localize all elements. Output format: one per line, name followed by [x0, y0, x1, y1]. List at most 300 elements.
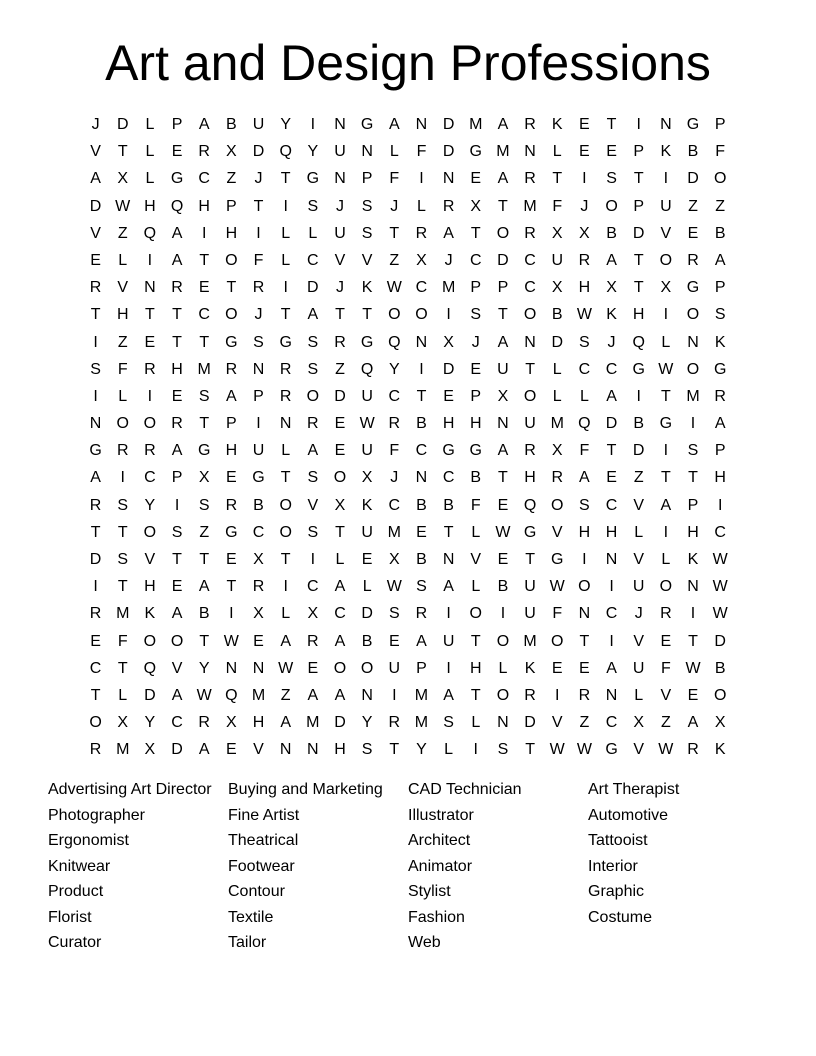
grid-letter: K [714, 333, 726, 351]
grid-letter: A [714, 415, 726, 433]
grid-letter: A [280, 632, 291, 650]
grid-row [82, 546, 734, 573]
grid-letter: L [634, 523, 644, 541]
grid-letter: S [606, 170, 617, 188]
grid-letter: E [470, 170, 482, 188]
grid-letter: I [609, 578, 614, 596]
grid-letter: U [442, 632, 455, 650]
grid-letter: C [198, 306, 210, 324]
grid-letter: Q [360, 360, 374, 378]
word-column [408, 777, 588, 956]
grid-letter: O [306, 387, 320, 405]
grid-letter: F [117, 360, 128, 378]
grid-letter: Z [579, 714, 590, 732]
grid-letter: O [116, 415, 129, 433]
grid-letter: M [387, 523, 401, 541]
grid-letter: V [551, 523, 563, 541]
grid-letter: F [470, 496, 481, 514]
grid-letter: B [443, 496, 454, 514]
grid-letter: H [442, 415, 455, 433]
grid-letter: F [660, 659, 671, 677]
grid-letter: X [633, 714, 645, 732]
grid-letter: X [497, 387, 509, 405]
grid-letter: S [307, 469, 319, 487]
grid-letter: J [607, 333, 616, 351]
word-column [588, 777, 768, 956]
grid-letter: L [308, 224, 318, 242]
grid-letter: V [90, 224, 101, 242]
grid-letter: T [117, 659, 128, 677]
grid-letter: X [198, 469, 210, 487]
grid-letter: W [359, 415, 375, 433]
grid-letter: T [199, 551, 210, 568]
grid-letter: W [549, 741, 565, 759]
grid-row [82, 383, 734, 410]
grid-letter: H [714, 469, 726, 487]
word-item: Illustrator [408, 806, 474, 824]
grid-letter: L [579, 387, 589, 405]
grid-letter: A [171, 224, 183, 242]
grid-letter: E [660, 632, 672, 650]
grid-letter: X [388, 551, 400, 568]
grid-letter: S [470, 306, 482, 324]
grid-letter: A [307, 442, 319, 460]
grid-letter: R [225, 360, 238, 378]
grid-letter: M [441, 279, 456, 297]
grid-letter: A [497, 170, 509, 188]
grid-letter: V [117, 279, 129, 297]
grid-letter: F [579, 442, 590, 460]
word-list [48, 777, 768, 956]
grid-letter: S [579, 496, 590, 514]
grid-letter: M [116, 741, 130, 759]
grid-letter: A [307, 306, 319, 324]
grid-letter: W [712, 551, 728, 568]
grid-letter: U [361, 442, 373, 460]
grid-letter: G [659, 415, 673, 433]
grid-letter: M [469, 116, 483, 133]
grid-letter: T [688, 632, 698, 650]
grid-letter: I [283, 578, 288, 596]
grid-letter: O [89, 714, 102, 732]
grid-letter: E [443, 387, 454, 405]
grid-letter: K [524, 659, 536, 677]
grid-letter: L [118, 387, 128, 405]
grid-letter: I [147, 387, 153, 405]
grid-letter: F [552, 605, 563, 623]
grid-letter: C [388, 496, 401, 514]
grid-letter: E [171, 143, 183, 161]
grid-letter: I [555, 686, 560, 704]
grid-letter: A [334, 686, 346, 704]
grid-letter: D [714, 632, 726, 650]
grid-letter: O [143, 523, 157, 541]
grid-letter: I [663, 442, 669, 460]
grid-letter: E [334, 442, 346, 460]
grid-letter: T [606, 116, 617, 133]
grid-letter: H [116, 306, 129, 324]
grid-letter: A [198, 116, 210, 133]
grid-letter: K [361, 496, 373, 514]
grid-letter: T [498, 469, 508, 487]
grid-letter: V [660, 686, 672, 704]
grid-letter: O [713, 686, 727, 704]
grid-letter: G [469, 143, 482, 161]
grid-letter: T [389, 741, 400, 759]
grid-letter: N [334, 116, 346, 133]
grid-letter: B [253, 496, 264, 514]
grid-letter: Q [632, 333, 645, 351]
grid-letter: T [199, 632, 210, 650]
grid-letter: X [117, 714, 129, 732]
grid-row [82, 301, 734, 328]
grid-letter: R [578, 251, 591, 269]
word-item: Fashion [408, 908, 465, 926]
grid-letter: F [715, 143, 726, 161]
grid-letter: X [470, 197, 482, 215]
grid-letter: R [415, 224, 428, 242]
grid-letter: P [171, 469, 183, 487]
grid-letter: B [687, 143, 699, 161]
grid-letter: X [226, 143, 237, 161]
grid-letter: B [633, 415, 645, 433]
grid-letter: T [199, 415, 210, 433]
grid-letter: V [470, 551, 482, 568]
grid-letter: T [579, 632, 590, 650]
grid-letter: D [632, 442, 645, 460]
grid-letter: U [524, 605, 536, 623]
grid-letter: E [470, 360, 482, 378]
grid-letter: I [419, 170, 424, 188]
grid-letter: K [144, 605, 156, 623]
grid-letter: R [660, 605, 672, 623]
grid-row [82, 655, 734, 682]
grid-letter: L [444, 741, 454, 759]
grid-letter: T [117, 143, 128, 161]
grid-letter: A [606, 659, 617, 677]
grid-letter: Q [388, 333, 401, 351]
grid-letter: L [471, 578, 481, 596]
grid-letter: I [93, 578, 98, 596]
grid-letter: G [686, 116, 700, 133]
word-item: Animator [408, 857, 473, 875]
grid-letter: O [659, 251, 673, 269]
grid-letter: I [256, 224, 261, 242]
grid-letter: A [334, 632, 346, 650]
grid-letter: N [252, 659, 265, 677]
grid-letter: B [198, 605, 210, 623]
grid-letter: A [171, 605, 183, 623]
grid-letter: T [660, 469, 671, 487]
grid-letter: R [524, 442, 536, 460]
grid-letter: P [714, 442, 726, 460]
grid-letter: A [90, 469, 101, 487]
grid-letter: G [686, 279, 700, 297]
grid-letter: T [498, 197, 508, 215]
grid-letter: L [335, 551, 345, 568]
grid-letter: Z [688, 197, 698, 215]
grid-letter: O [360, 659, 374, 677]
grid-letter: E [226, 741, 237, 759]
grid-letter: G [632, 360, 645, 378]
grid-letter: E [226, 551, 237, 568]
grid-letter: R [524, 224, 536, 242]
grid-letter: N [687, 333, 699, 351]
grid-letter: S [253, 333, 264, 351]
grid-letter: N [89, 415, 102, 433]
grid-letter: O [333, 659, 347, 677]
grid-letter: T [498, 306, 508, 324]
grid-letter: O [170, 632, 184, 650]
grid-letter: T [280, 170, 291, 188]
grid-letter: A [660, 496, 672, 514]
grid-letter: R [252, 578, 265, 596]
grid-letter: Q [279, 143, 292, 161]
grid-letter: R [116, 442, 129, 460]
grid-letter: I [663, 170, 669, 188]
grid-letter: K [551, 116, 563, 133]
word-item: Florist [48, 908, 92, 926]
grid-letter: R [89, 605, 102, 623]
word-item: Tattooist [588, 832, 648, 849]
grid-letter: T [525, 360, 535, 378]
grid-letter: B [416, 415, 427, 433]
grid-letter: U [551, 251, 564, 269]
word-item: Contour [228, 883, 285, 900]
grid-letter: L [281, 224, 291, 242]
grid-letter: C [442, 469, 455, 487]
grid-letter: V [660, 224, 672, 242]
grid-letter: X [579, 224, 590, 242]
grid-letter: N [524, 143, 536, 161]
grid-letter: X [606, 279, 617, 297]
grid-letter: L [145, 170, 155, 188]
grid-row [82, 111, 734, 138]
page-title: Art and Design Professions [105, 35, 711, 91]
grid-letter: X [307, 605, 319, 623]
grid-letter: A [497, 333, 509, 351]
grid-letter: O [659, 578, 673, 596]
grid-letter: X [117, 170, 129, 188]
grid-letter: I [446, 659, 451, 677]
grid-letter: Z [226, 170, 237, 188]
grid-letter: P [633, 197, 645, 215]
grid-letter: G [225, 523, 238, 541]
grid-letter: Y [361, 714, 373, 732]
grid-letter: E [253, 632, 264, 650]
grid-letter: N [442, 551, 455, 568]
grid-letter: N [252, 360, 265, 378]
grid-letter: O [279, 496, 292, 514]
grid-letter: A [198, 741, 210, 759]
grid-letter: B [470, 469, 482, 487]
grid-letter: A [307, 686, 319, 704]
grid-letter: X [551, 442, 563, 460]
grid-letter: V [633, 632, 645, 650]
grid-letter: L [389, 143, 399, 161]
grid-letter: T [470, 632, 481, 650]
grid-letter: Y [416, 741, 427, 759]
word-item: Web [408, 934, 441, 951]
grid-letter: R [415, 605, 428, 623]
grid-letter: U [334, 143, 346, 161]
grid-letter: I [419, 360, 424, 378]
grid-letter: E [334, 415, 346, 433]
grid-letter: I [446, 306, 451, 324]
grid-letter: P [226, 197, 237, 215]
grid-letter: H [469, 415, 482, 433]
grid-letter: E [198, 279, 210, 297]
grid-letter: H [632, 306, 645, 324]
grid-letter: B [416, 496, 427, 514]
grid-letter: R [89, 279, 102, 297]
grid-letter: B [606, 224, 617, 242]
grid-row [82, 247, 734, 274]
word-item: Architect [408, 832, 471, 849]
grid-letter: I [636, 387, 641, 405]
grid-letter: S [117, 496, 129, 514]
grid-letter: T [470, 224, 481, 242]
grid-letter: J [580, 197, 589, 215]
grid-letter: A [714, 251, 726, 269]
grid-letter: S [361, 741, 373, 759]
grid-letter: D [442, 116, 455, 133]
grid-letter: C [524, 251, 536, 269]
grid-letter: R [524, 116, 536, 133]
grid-letter: E [90, 251, 101, 269]
grid-letter: Z [117, 333, 128, 351]
grid-letter: L [634, 686, 644, 704]
grid-letter: Z [335, 360, 345, 378]
grid-letter: W [576, 741, 592, 759]
grid-letter: T [335, 523, 345, 541]
grid-letter: N [605, 686, 618, 704]
grid-letter: P [470, 387, 482, 405]
grid-letter: M [414, 714, 429, 732]
grid-letter: P [633, 143, 645, 161]
grid-letter: O [469, 605, 482, 623]
grid-letter: S [90, 360, 101, 378]
grid-letter: H [225, 442, 238, 460]
grid-row [82, 138, 734, 165]
grid-letter: L [498, 659, 508, 677]
grid-letter: M [414, 686, 429, 704]
grid-letter: T [633, 251, 644, 269]
grid-letter: I [582, 551, 587, 568]
grid-letter: W [223, 632, 239, 650]
grid-letter: S [198, 387, 210, 405]
grid-letter: S [361, 224, 373, 242]
grid-letter: P [470, 279, 482, 297]
grid-letter: C [198, 170, 210, 188]
grid-letter: U [632, 659, 645, 677]
grid-letter: L [281, 605, 291, 623]
grid-row [82, 600, 734, 627]
grid-letter: Z [715, 197, 726, 215]
grid-row [82, 220, 734, 247]
grid-letter: O [496, 224, 510, 242]
grid-letter: R [307, 415, 319, 433]
grid-letter: U [388, 659, 401, 677]
grid-letter: I [663, 306, 669, 324]
grid-letter: N [361, 143, 373, 161]
grid-letter: R [442, 197, 455, 215]
word-item: CAD Technician [408, 781, 522, 798]
grid-letter: T [226, 578, 237, 596]
grid-letter: A [171, 251, 183, 269]
grid-letter: G [605, 741, 618, 759]
grid-letter: S [171, 523, 183, 541]
grid-letter: O [578, 578, 591, 596]
grid-letter: H [198, 197, 210, 215]
grid-letter: K [714, 741, 726, 759]
grid-letter: V [144, 551, 156, 568]
grid-letter: O [713, 170, 727, 188]
grid-letter: D [89, 551, 102, 568]
grid-letter: E [579, 143, 590, 161]
grid-letter: Z [660, 714, 671, 732]
grid-letter: T [552, 170, 563, 188]
grid-letter: U [524, 578, 536, 596]
grid-letter: R [687, 741, 699, 759]
grid-row [82, 519, 734, 546]
grid-letter: O [551, 496, 564, 514]
grid-letter: N [225, 659, 238, 677]
grid-letter: A [687, 714, 699, 732]
grid-letter: D [171, 741, 183, 759]
grid-letter: L [118, 251, 128, 269]
grid-letter: F [117, 632, 128, 650]
grid-letter: T [389, 224, 400, 242]
grid-letter: T [172, 306, 182, 324]
grid-letter: T [606, 442, 617, 460]
grid-letter: B [551, 306, 563, 324]
grid-letter: X [714, 714, 726, 732]
grid-letter: R [307, 632, 319, 650]
grid-letter: N [497, 415, 509, 433]
grid-letter: T [525, 741, 535, 759]
grid-letter: W [386, 279, 402, 297]
grid-row [82, 329, 734, 356]
grid-letter: U [361, 523, 373, 541]
grid-letter: W [712, 605, 728, 623]
grid-letter: A [497, 116, 509, 133]
grid-letter: H [144, 197, 156, 215]
grid-letter: A [579, 469, 590, 487]
grid-letter: Q [143, 224, 157, 242]
grid-letter: Z [389, 251, 400, 269]
grid-letter: Y [144, 714, 156, 732]
grid-letter: A [443, 686, 454, 704]
grid-row [82, 356, 734, 383]
grid-letter: G [551, 551, 564, 568]
grid-letter: W [712, 578, 728, 596]
grid-letter: R [551, 469, 564, 487]
grid-letter: D [334, 714, 346, 732]
grid-letter: W [685, 659, 701, 677]
grid-letter: O [523, 387, 537, 405]
grid-letter: R [89, 741, 102, 759]
grid-letter: R [198, 714, 210, 732]
grid-letter: C [605, 496, 618, 514]
grid-letter: H [171, 360, 183, 378]
grid-letter: P [416, 659, 427, 677]
grid-row [82, 682, 734, 709]
grid-letter: I [392, 686, 397, 704]
grid-letter: G [442, 442, 455, 460]
grid-letter: L [552, 143, 562, 161]
word-item: Footwear [228, 857, 295, 875]
